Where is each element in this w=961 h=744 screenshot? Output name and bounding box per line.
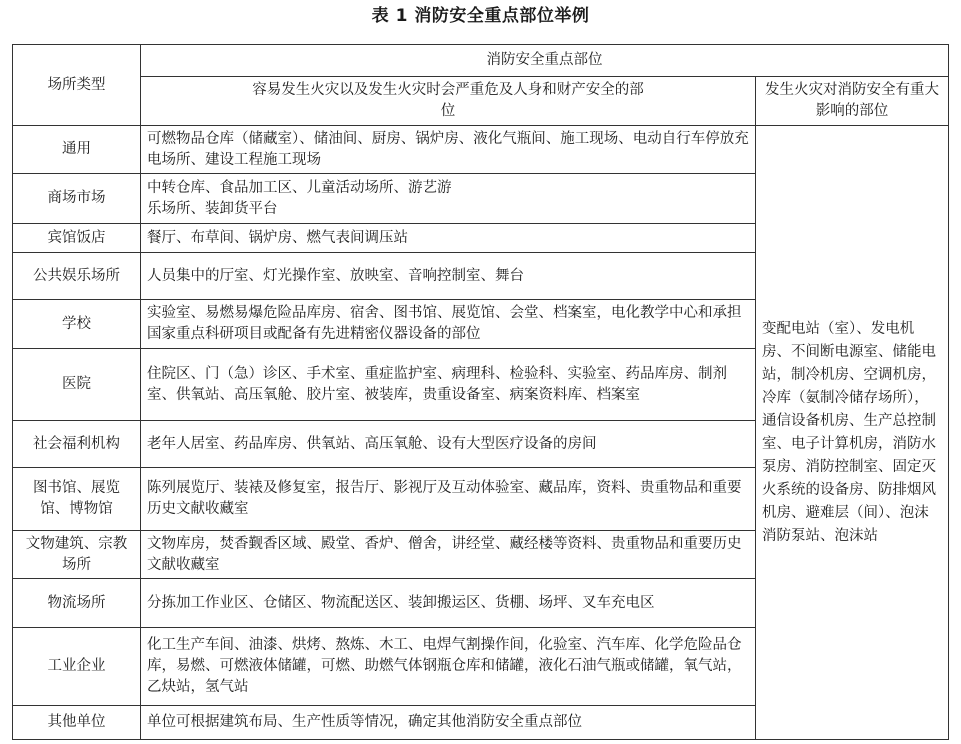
row-type: 文物建筑、宗教场所 (13, 531, 141, 579)
row-parts: 分拣加工作业区、仓储区、物流配送区、装卸搬运区、货棚、场坪、叉车充电区 (141, 579, 756, 628)
header-venue-type: 场所类型 (13, 45, 141, 126)
row-parts: 实验室、易燃易爆危险品库房、宿舍、图书馆、展览馆、会堂、档案室，电化教学中心和承担国家重点科研项目或配备有先进精密仪器设备的部位 (141, 300, 756, 349)
row-parts: 单位可根据建筑布局、生产性质等情况，确定其他消防安全重点部位 (141, 706, 756, 740)
row-parts: 中转仓库、食品加工区、儿童活动场所、游艺游乐场所、装卸货平台 (141, 174, 756, 224)
row-parts: 化工生产车间、油漆、烘烤、熬炼、木工、电焊气割操作间，化验室、汽车库、化学危险品仓库，易燃、可燃液体储罐，可燃、助燃气体钢瓶仓库和储罐，液化石油气瓶或储罐，氧气站，乙炔站，氢气站 (141, 628, 756, 706)
header-key-parts: 消防安全重点部位 (141, 45, 949, 77)
row-type: 通用 (13, 126, 141, 174)
row-type: 物流场所 (13, 579, 141, 628)
row-parts: 人员集中的厅室、灯光操作室、放映室、音响控制室、舞台 (141, 253, 756, 300)
row-parts: 文物库房，焚香觐香区域、殿堂、香炉、僧舍，讲经堂、藏经楼等资料、贵重物品和重要历史文献收藏室 (141, 531, 756, 579)
row-type: 商场市场 (13, 174, 141, 224)
row-type: 工业企业 (13, 628, 141, 706)
row-parts: 陈列展览厅、装裱及修复室，报告厅、影视厅及互动体验室、藏品库，资料、贵重物品和重要历史文献收藏室 (141, 468, 756, 531)
header-col-a: 容易发生火灾以及发生火灾时会严重危及人身和财产安全的部位 (141, 77, 756, 126)
row-parts: 可燃物品仓库（储藏室）、储油间、厨房、锅炉房、液化气瓶间、施工现场、电动自行车停放充电场所、建设工程施工现场 (141, 126, 756, 174)
row-parts: 老年人居室、药品库房、供氧站、高压氧舱、设有大型医疗设备的房间 (141, 421, 756, 468)
row-type: 图书馆、展览馆、博物馆 (13, 468, 141, 531)
row-parts: 住院区、门（急）诊区、手术室、重症监护室、病理科、检验科、实验室、药品库房、制剂室、供氧站、高压氧舱、胶片室、被装库，贵重设备室、病案资料库、档案室 (141, 349, 756, 421)
row-type: 社会福利机构 (13, 421, 141, 468)
row-type: 学校 (13, 300, 141, 349)
row-type: 医院 (13, 349, 141, 421)
row-type: 其他单位 (13, 706, 141, 740)
row-type: 宾馆饭店 (13, 224, 141, 253)
row-parts: 餐厅、布草间、锅炉房、燃气表间调压站 (141, 224, 756, 253)
table-title: 表 1 消防安全重点部位举例 (371, 6, 590, 26)
header-col-b: 发生火灾对消防安全有重大影响的部位 (756, 77, 949, 126)
shared-parts-cell: 变配电站（室）、发电机房、不间断电源室、储能电站，制冷机房、空调机房，冷库（氨制冷储存场所），通信设备机房、生产总控制室、电子计算机房，消防水泵房、消防控制室、固定灭火系统的设备房、防排烟风机房、避难层（间）、泡沫消防泵站、泡沫站 (756, 126, 949, 740)
row-type: 公共娱乐场所 (13, 253, 141, 300)
key-parts-table (12, 44, 949, 740)
